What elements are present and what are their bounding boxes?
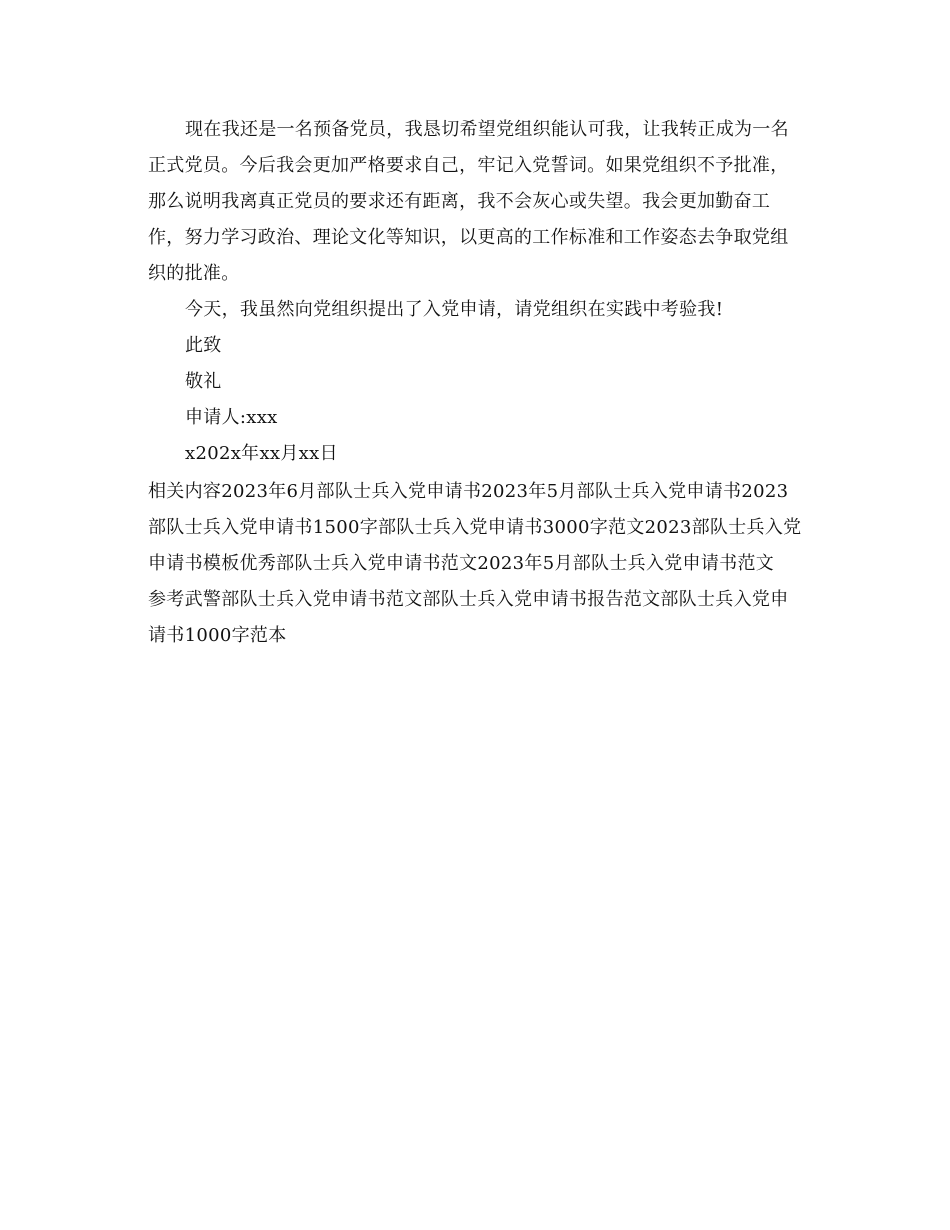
body-paragraph-line: 正式党员。今后我会更加严格要求自己，牢记入党誓词。如果党组织不予批准， — [148, 155, 789, 176]
application-date: x202x年xx月xx日 — [185, 443, 338, 464]
body-paragraph-line: 织的批准。 — [148, 263, 240, 284]
salutation-cizhi: 此致 — [185, 335, 222, 356]
body-paragraph-line: 作，努力学习政治、理论文化等知识，以更高的工作标准和工作姿态去争取党组 — [148, 227, 789, 248]
body-paragraph-line: 那么说明我离真正党员的要求还有距离，我不会灰心或失望。我会更加勤奋工 — [148, 191, 771, 212]
related-content-line: 请书1000字范本 — [148, 625, 287, 646]
related-content-line: 参考武警部队士兵入党申请书范文部队士兵入党申请书报告范文部队士兵入党申 — [148, 589, 789, 610]
related-content-block — [148, 474, 804, 654]
related-content-line: 部队士兵入党申请书1500字部队士兵入党申请书3000字范文2023部队士兵入党 — [148, 517, 802, 538]
closing-sentence: 今天，我虽然向党组织提出了入党申请，请党组织在实践中考验我! — [185, 299, 724, 320]
applicant-signature: 申请人:xxx — [185, 407, 278, 428]
document-page — [148, 112, 804, 654]
salutation-jingli: 敬礼 — [185, 371, 222, 392]
related-content-line: 申请书模板优秀部队士兵入党申请书范文2023年5月部队士兵入党申请书范文 — [148, 553, 775, 574]
related-content-line: 相关内容2023年6月部队士兵入党申请书2023年5月部队士兵入党申请书2023 — [148, 481, 789, 502]
body-paragraph-line: 现在我还是一名预备党员，我恳切希望党组织能认可我，让我转正成为一名 — [185, 119, 789, 140]
